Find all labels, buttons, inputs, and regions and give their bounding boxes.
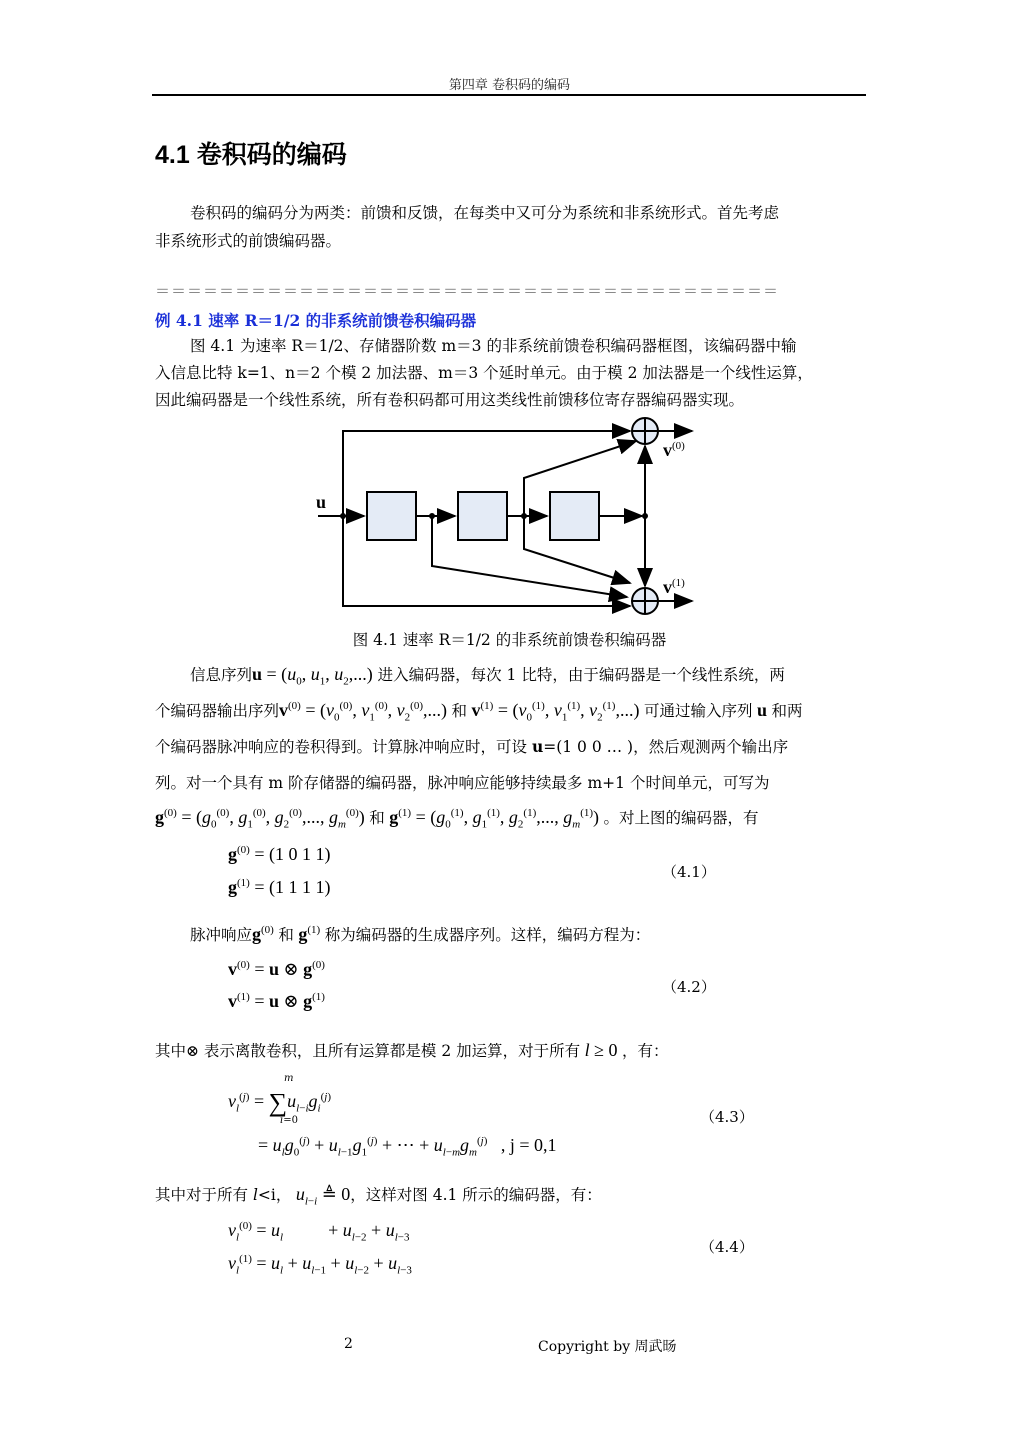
figure-caption: 图 4.1 速率 R＝1/2 的非系统前馈卷积编码器 <box>352 631 667 649</box>
delay-cell <box>550 492 599 540</box>
page-number: 2 <box>344 1336 353 1352</box>
example-heading: 例 4.1 速率 R＝1/2 的非系统前馈卷积编码器 <box>155 311 477 330</box>
encoder-diagram <box>0 0 1019 640</box>
output-label-v1: v <box>663 577 672 597</box>
equation-4-2-line2: $v^{(1)} = u$ ⊗ $g^{(1)}$ <box>228 991 325 1011</box>
paragraph-line: 其中⊗ 表示离散卷积，且所有运算都是模 2 加运算，对于所有 l ≥ 0 ，有： <box>155 1040 669 1060</box>
equation-4-1-line2: $g^{(1)} = (1$ 1 1 1) <box>228 877 331 897</box>
mod2-adder-bottom <box>632 588 658 614</box>
paragraph-line: 信息序列$u = (u_0$, $u_1$, $u_2$,...) 进入编码器，每次 1 比特，由于编码器是一个线性系统，两 <box>190 664 785 688</box>
paragraph-line: 图 4.1 为速率 R＝1/2、存储器阶数 m＝3 的非系统前馈卷积编码器框图，该编码器中输 <box>190 337 797 355</box>
paragraph-line: 列。对一个具有 m 阶存储器的编码器，脉冲响应能够持续最多 m+1 个时间单元，可写为 <box>155 774 770 792</box>
separator: ＝＝＝＝＝＝＝＝＝＝＝＝＝＝＝＝＝＝＝＝＝＝＝＝＝＝＝＝＝＝＝＝＝＝＝＝＝＝＝ <box>155 282 780 300</box>
equation-4-4-line1: $v_l^{(0)} = u_l$ + $u_{l-2} + u_{l-3}$ <box>228 1220 410 1244</box>
sum-upper-limit: m <box>284 1073 294 1084</box>
output-label-sup: (1) <box>672 577 685 589</box>
delay-cell <box>458 492 507 540</box>
equation-4-3-line1: $v_l^{(j)} = \sum u_{l-i}g_i^{(j)}$ <box>228 1088 331 1117</box>
shift-register-cells <box>367 492 599 540</box>
paragraph-line: 其中对于所有 l<i， $u_{l-i}$ ≜ 0，这样对图 4.1 所示的编码器，有： <box>155 1184 602 1208</box>
paragraph-line: 非系统形式的前馈编码器。 <box>155 232 342 250</box>
equation-number: （4.3） <box>700 1108 754 1126</box>
equation-number: （4.2） <box>662 978 716 996</box>
output-label-sup: (0) <box>672 440 685 452</box>
copyright: Copyright by 周武旸 <box>538 1339 677 1355</box>
sum-lower-limit: i=0 <box>280 1115 298 1126</box>
equation-number: （4.4） <box>700 1238 754 1256</box>
paragraph-line: 个编码器脉冲响应的卷积得到。计算脉冲响应时，可设 u=(1 0 0 … )，然后观测两个输出序 <box>155 737 789 756</box>
paragraph-line: 因此编码器是一个线性系统，所有卷积码都可用这类线性前馈移位寄存器编码器实现。 <box>155 391 745 409</box>
running-header: 第四章 卷积码的编码 <box>448 78 571 93</box>
equation-4-1-line1: $g^{(0)} = (1$ 0 1 1) <box>228 844 331 864</box>
paragraph-line: $g^{(0)} = (g_0^{(0)}$, $g_1^{(0)}$, $g_2^{(0)}$,..., $g_m^{(0)}$) 和 $g^{(1)} = (g_0^{(1)}$, $g_1^{(1)}$, $g_2^{(1)}$,..., $g_m^{(1)}$) 。对上图的编码器，有 <box>155 807 759 831</box>
equation-number: （4.1） <box>662 863 716 881</box>
section-title: 4.1 卷积码的编码 <box>155 141 347 169</box>
paragraph-line: 脉冲响应$g^{(0)}$ 和 $g^{(1)}$ 称为编码器的生成器序列。这样，编码方程为： <box>190 924 651 944</box>
paragraph-line: 卷积码的编码分为两类：前馈和反馈，在每类中又可分为系统和非系统形式。首先考虑 <box>190 204 780 222</box>
output-label-v0: v <box>663 440 672 460</box>
paragraph-line: 个编码器输出序列$v^{(0)} = (v_0^{(0)}$, $v_1^{(0)}$, $v_2^{(0)}$,...) 和 $v^{(1)} = (v_0^{(1)}$, $v_1^{(1)}$, $v_2^{(1)}$,...) 可通过输入序列 u 和两 <box>155 700 803 724</box>
equation-4-3-line2: = $u_lg_0^{(j)} + u_{l-1}g_1^{(j)}$ + ⋯ + $u_{l-m}g_m^{(j)}$ , j = 0,1 <box>258 1135 557 1159</box>
equation-4-4-line2: $v_l^{(1)} = u_l + u_{l-1} + u_{l-2} + u_{l-3}$ <box>228 1253 412 1277</box>
mod2-adder-top <box>632 418 658 444</box>
equation-4-2-line1: $v^{(0)} = u$ ⊗ $g^{(0)}$ <box>228 959 325 979</box>
input-label: u <box>316 492 327 512</box>
paragraph-line: 入信息比特 k=1、n＝2 个模 2 加法器、m＝3 个延时单元。由于模 2 加法器是一个线性运算， <box>155 364 813 382</box>
delay-cell <box>367 492 416 540</box>
